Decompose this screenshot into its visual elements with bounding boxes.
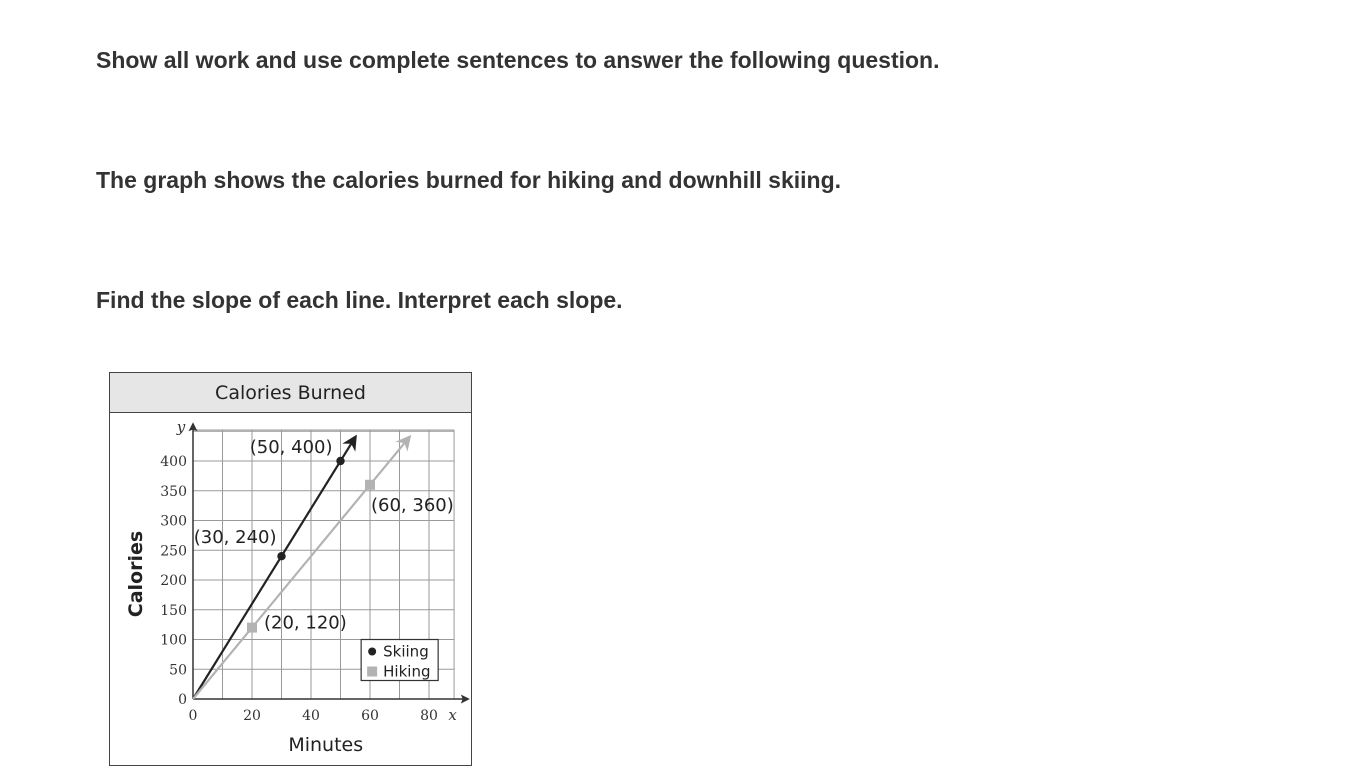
x-tick-label: 0 (188, 708, 198, 724)
x-tick-label: 60 (361, 708, 379, 724)
legend-marker-skiing (368, 648, 376, 656)
point-label: (50, 400) (249, 437, 333, 458)
y-tick-label: 100 (160, 632, 187, 649)
y-tick-label: 50 (169, 662, 187, 679)
chart-title: Calories Burned (110, 373, 471, 413)
task-text: Find the slope of each line. Interpret each slope. (96, 287, 623, 313)
series-line-skiing (193, 437, 355, 699)
y-tick-label: 350 (160, 483, 187, 500)
instruction-text: Show all work and use complete sentences to answer the following question. (96, 47, 940, 73)
graph-description-text: The graph shows the calories burned for hiking and downhill skiing. (96, 167, 842, 193)
y-variable-label: y (176, 418, 186, 437)
point-label: (20, 120) (264, 612, 347, 634)
legend-label-skiing: Skiing (383, 642, 429, 661)
y-tick-label: 400 (160, 454, 187, 470)
data-point-hiking (365, 480, 375, 490)
point-label: (30, 240) (193, 527, 277, 549)
legend-label-hiking: Hiking (383, 662, 431, 681)
data-point-hiking (247, 623, 257, 633)
y-tick-label: 150 (160, 602, 187, 619)
data-point-skiing (336, 457, 344, 465)
calories-chart-figure (109, 372, 472, 766)
y-tick-label: 300 (160, 513, 187, 530)
point-label: (60, 360) (371, 494, 454, 516)
x-variable-label: x (448, 706, 457, 724)
y-tick-label: 250 (160, 543, 187, 560)
y-tick-label: 0 (178, 692, 187, 708)
chart-plot (110, 373, 473, 767)
x-tick-label: 20 (243, 708, 261, 724)
x-tick-label: 80 (420, 708, 438, 724)
y-axis-title: Calories (125, 530, 147, 618)
x-tick-label: 40 (302, 708, 320, 724)
data-point-skiing (277, 552, 285, 560)
legend-marker-hiking (367, 667, 377, 677)
y-tick-label: 200 (160, 573, 187, 589)
x-axis-title: Minutes (288, 734, 364, 756)
